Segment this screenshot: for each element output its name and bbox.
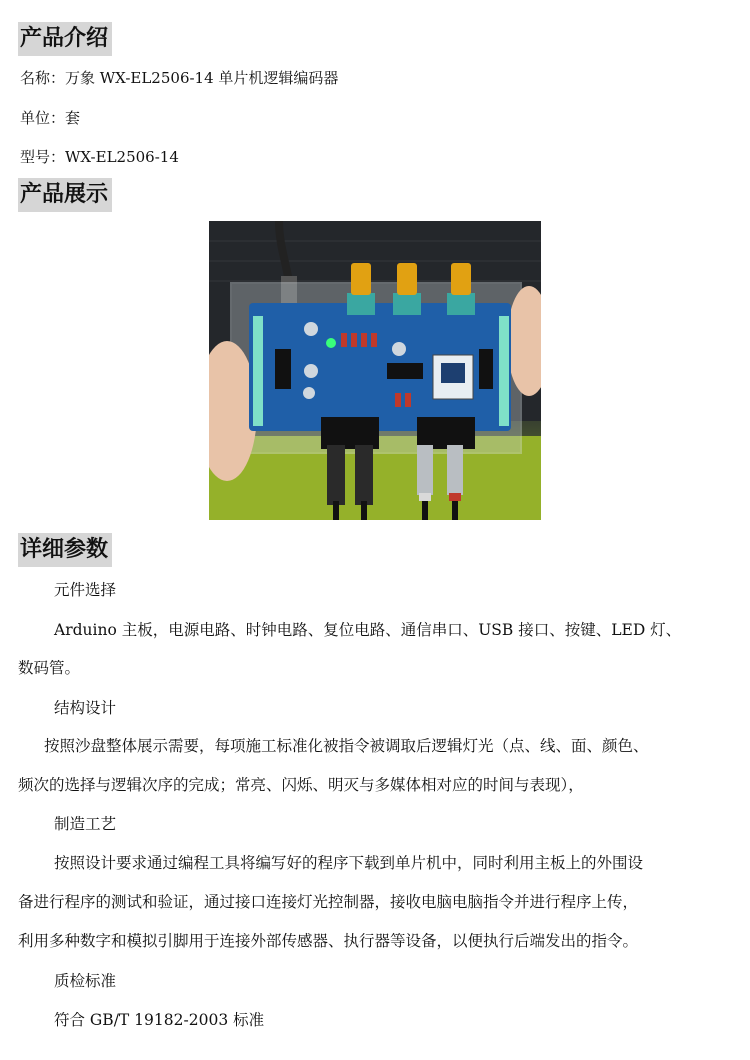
section-heading-display: 产品展示	[18, 178, 112, 212]
components-body-line-1: Arduino 主板，电源电路、时钟电路、复位电路、通信串口、USB 接口、按键、LED 灯、	[54, 621, 682, 639]
subsection-title-structure: 结构设计	[54, 699, 117, 717]
process-body-line-3: 利用多种数字和模拟引脚用于连接外部传感器、执行器等设备，以便执行后端发出的指令。	[18, 932, 639, 950]
section-heading-details: 详细参数	[18, 533, 112, 567]
product-photo	[209, 221, 541, 520]
structure-body-line-2: 频次的选择与逻辑次序的完成；常亮、闪烁、明灭与多媒体相对应的时间与表现），	[18, 776, 584, 794]
product-name: 名称：万象 WX-EL2506-14 单片机逻辑编码器	[20, 69, 339, 87]
subsection-title-process: 制造工艺	[54, 815, 117, 833]
subsection-title-quality: 质检标准	[54, 972, 117, 990]
process-body-line-1: 按照设计要求通过编程工具将编写好的程序下载到单片机中，同时利用主板上的外围设	[54, 854, 644, 872]
process-body-line-2: 备进行程序的测试和验证，通过接口连接灯光控制器，接收电脑电脑指令并进行程序上传，	[18, 893, 639, 911]
product-unit: 单位：套	[20, 109, 81, 127]
circuit-board-illustration	[209, 221, 541, 520]
product-model: 型号：WX-EL2506-14	[20, 148, 179, 166]
subsection-title-components: 元件选择	[54, 581, 117, 599]
components-body-line-2: 数码管。	[18, 659, 81, 677]
quality-body-line-1: 符合 GB/T 19182-2003 标准	[54, 1011, 265, 1029]
structure-body-line-1: 按照沙盘整体展示需要，每项施工标准化被指令被调取后逻辑灯光（点、线、面、颜色、	[44, 737, 649, 755]
section-heading-intro: 产品介绍	[18, 22, 112, 56]
